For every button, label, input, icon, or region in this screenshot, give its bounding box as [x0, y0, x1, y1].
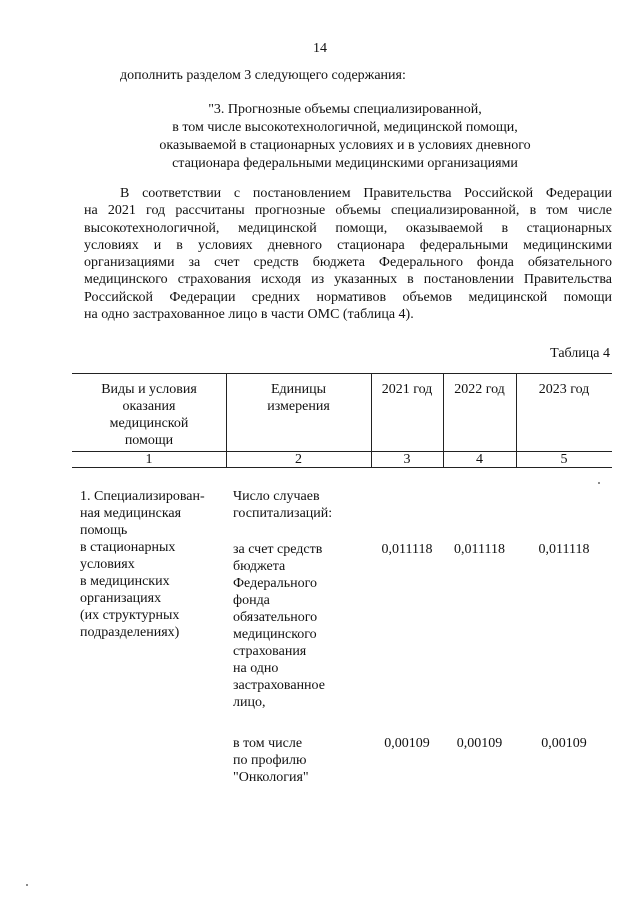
cell-line: на одно [233, 661, 279, 676]
header-line: помощи [124, 433, 174, 448]
value-2022: 0,00109 [456, 736, 503, 751]
header-line: медицинской [109, 416, 189, 431]
cell-line: лицо, [233, 695, 266, 710]
heading-line: в том числе высокотехнологичной, медицинской помощи, [172, 120, 518, 135]
cell-line: условиях [80, 557, 135, 572]
intro-line: дополнить разделом 3 следующего содержания: [120, 68, 406, 83]
cell-line: страхования [233, 644, 307, 659]
scan-speck [26, 884, 28, 886]
header-kind [72, 381, 226, 449]
funding-label-cell [233, 541, 371, 711]
cell-line: в том числе [233, 736, 303, 751]
heading-line: оказываемой в стационарных условиях и в условиях дневного [159, 138, 531, 153]
body-paragraph [84, 185, 612, 323]
paragraph-line: медицинского страхования исходя из указанных в постановлении Правительства [84, 272, 612, 288]
cell-line: госпитализаций: [233, 506, 333, 521]
table-top-border [72, 373, 612, 374]
column-number: 5 [560, 452, 568, 467]
heading-line: "3. Прогнозные объемы специализированной, [208, 102, 482, 117]
value-2023: 0,00109 [541, 736, 587, 751]
header-unit [226, 381, 371, 415]
cell-line: 1. Специализирован- [80, 489, 205, 504]
cell-line: бюджета [233, 559, 286, 574]
column-number: 2 [295, 452, 302, 467]
cell-line: (их структурных [80, 608, 180, 623]
value-2021: 0,011118 [381, 542, 433, 557]
column-number: 4 [476, 452, 483, 467]
scan-speck [598, 482, 600, 484]
paragraph-line: организациями за счет средств бюджета Федерального фонда обязательного [84, 255, 612, 271]
header-2022: 2022 год [454, 382, 505, 397]
cell-line: за счет средств [233, 542, 323, 557]
unit-title-cell [233, 488, 371, 522]
cell-line: "Онкология" [233, 770, 309, 785]
cell-line: обязательного [233, 610, 318, 625]
paragraph-line: В соответствии с постановлением Правительства Российской Федерации [120, 186, 612, 201]
cell-line: Число случаев [233, 489, 320, 504]
column-number: 1 [145, 452, 153, 467]
page-number: 14 [313, 41, 327, 56]
header-line: Виды и условия [101, 382, 197, 397]
cell-line: подразделениях) [80, 625, 180, 640]
cell-line: в медицинских [80, 574, 170, 589]
paragraph-line: на одно застрахованное лицо в части ОМС (таблица 4). [84, 307, 414, 323]
header-line: Единицы [270, 382, 327, 397]
table-label: Таблица 4 [550, 346, 610, 361]
heading-line: стационара федеральными медицинскими организациями [172, 156, 518, 171]
cell-line: организациях [80, 591, 162, 606]
column-number: 3 [403, 452, 411, 467]
cell-line: медицинского [233, 627, 317, 642]
cell-line: фонда [233, 593, 270, 608]
cell-line: в стационарных [80, 540, 176, 555]
header-2021: 2021 год [381, 382, 433, 397]
care-kind-cell [80, 488, 226, 641]
value-2022: 0,011118 [454, 542, 505, 557]
cell-line: ная медицинская [80, 506, 182, 521]
header-line: оказания [122, 399, 176, 414]
header-2023: 2023 год [538, 382, 590, 397]
paragraph-line: условиях и в условиях дневного стационара федеральными медицинскими [84, 237, 612, 253]
value-2023: 0,011118 [538, 542, 590, 557]
header-line: измерения [267, 399, 330, 414]
value-2021: 0,00109 [384, 736, 430, 751]
paragraph-line: Российской Федерации средних нормативов объемов медицинской помощи [84, 289, 612, 305]
paragraph-line: на 2021 год рассчитаны прогнозные объемы специализированной, в том числе [84, 203, 612, 219]
section-heading [100, 101, 590, 173]
cell-line: застрахованное [233, 678, 325, 693]
cell-line: помощь [80, 523, 128, 538]
cell-line: по профилю [233, 753, 307, 768]
paragraph-line: высокотехнологичной, медицинской помощи, оказываемой в стационарных [84, 220, 612, 236]
cell-line: Федерального [233, 576, 318, 591]
oncology-label-cell [233, 735, 371, 786]
